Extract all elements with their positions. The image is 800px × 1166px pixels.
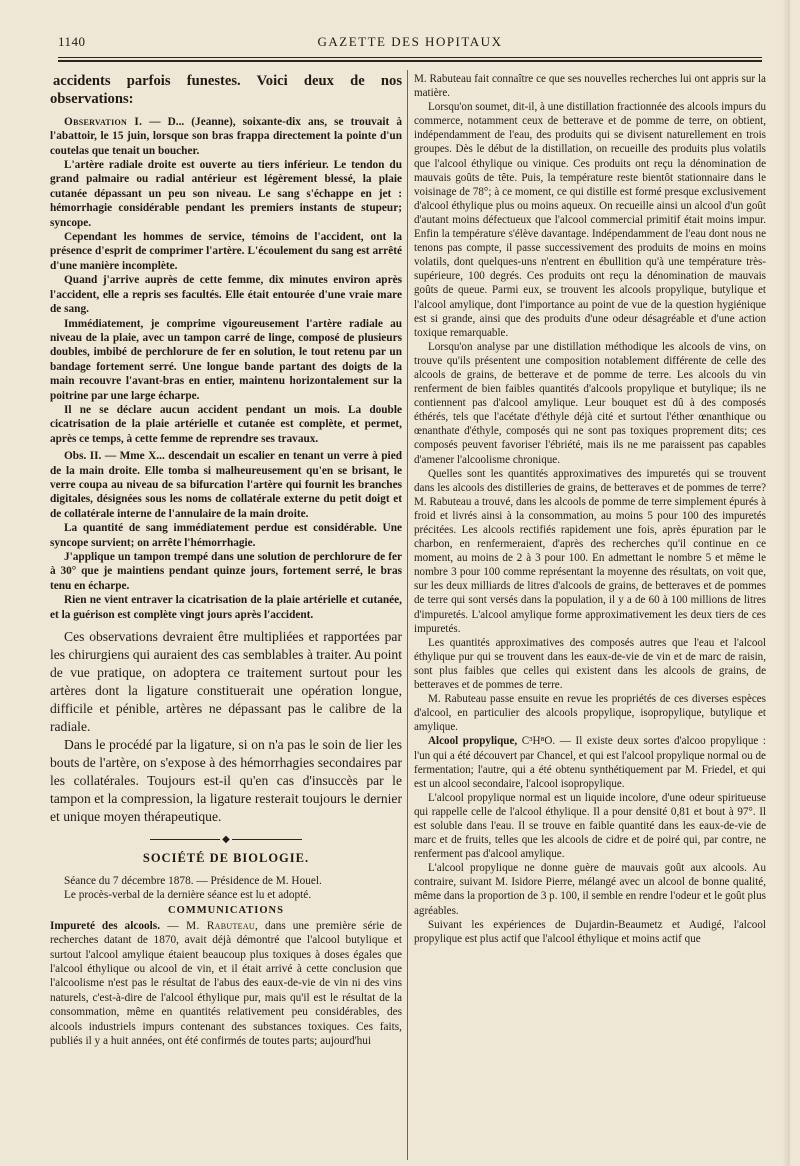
experiences-text: Suivant les expériences de Dujardin-Beaumetz et Audigé, l'alcool propylique est plus actif que l'alcool éthylique et moins actif que (414, 918, 766, 945)
alcool-propylique-text: — Il existe deux sortes d'alcoo propylique : l'un qui a été découvert par Chancel, et qui est l'alcool propylique normal ou de fermentation; l'autre, qui a été obtenu synthétiquement par M. Friedel, et qui est un alcool secondaire, l'alcool isopropylique. (414, 735, 766, 790)
diamond-ornament-icon: ◆ (222, 834, 230, 846)
seance-line (50, 874, 402, 888)
right-paragraph (414, 636, 766, 692)
observation-1-paragraph (50, 317, 402, 403)
page-header (58, 34, 762, 54)
header-rule (58, 57, 762, 58)
observation-1-intro (50, 115, 402, 158)
observation-1-paragraph (50, 230, 402, 273)
observation-2-p3: J'applique un tampon trempé dans une solution de perchlorure de fer à 30° que je maintiens pendant quinze jours, fortement serré, le bras tenu en écharpe. (50, 551, 402, 592)
observation-2-paragraph (50, 449, 402, 521)
running-title: GAZETTE DES HOPITAUX (317, 34, 503, 49)
observation-1-p2: L'artère radiale droite est ouverte au tiers inférieur. Le tendon du grand palmaire ou radial antérieur est légèrement blessé, la plaie cutanée dépassant un peu son niveau. Le sang s'échappe en jet : hémorrhagie considérable pendant les premiers instants de stupeur; syncope. (50, 159, 402, 229)
proces-verbal-line (50, 888, 402, 902)
right-paragraph (414, 692, 766, 734)
impurete-paragraph (50, 919, 402, 1049)
right-paragraph: M. Rabuteau fait connaître ce que ses nouvelles recherches lui ont appris sur la matière. (414, 73, 766, 100)
observation-1-paragraph (50, 403, 402, 446)
section-ornament (50, 834, 402, 845)
left-column (50, 72, 402, 1158)
observation-1-text: — D... (Jeanne), soixante-dix ans, se trouvait à l'abattoir, le 15 juin, lorsque son bras frappa directement la pointe d'un coutelas que tenait un boucher. (50, 115, 402, 157)
conclusion-p2: Dans le procédé par la ligature, si on n'a pas le soin de lier les bouts de l'artère, on s'expose à des hémorrhagies secondaires par les collatérales. Toujours est-il qu'en cas d'insuccès par le tampon et la compression, la ligature resterait toujours le dernier et unique moyen thérapeutique. (50, 737, 402, 825)
observation-2-paragraph (50, 521, 402, 550)
alcool-propylique-label: Alcool propylique, (428, 735, 518, 748)
observation-1-paragraph (50, 158, 402, 230)
conclusion-paragraph (50, 736, 402, 826)
observation-1-p6: Il ne se déclare aucun accident pendant un mois. La double cicatrisation de la plaie artérielle et cutanée est complète, et permet, après ce temps, à cette femme de reprendre ses travaux. (50, 403, 402, 445)
seance-text: Séance du 7 décembre 1878. — Présidence de M. Houel. (64, 875, 322, 888)
header-rule-thick (58, 60, 762, 62)
right-paragraph (414, 340, 766, 467)
observation-2-paragraph (50, 593, 402, 622)
communications-heading: COMMUNICATIONS (168, 904, 284, 916)
observation-1-label: Observation I. (64, 115, 143, 128)
observation-2-p2: La quantité de sang immédiatement perdue est considérable. Une syncope survient; on arrête l'hémorrhagie. (50, 522, 402, 549)
right-paragraph (414, 791, 766, 861)
right-paragraph (414, 734, 766, 790)
alcool-propylique-formula: C³H⁸O. (517, 735, 556, 748)
observation-1-p3: Cependant les hommes de service, témoins de l'accident, ont la présence d'esprit de comprimer l'artère. L'écoulement du sang est arrêté d'une manière incomplète. (50, 231, 402, 272)
proces-verbal-text: Le procès-verbal de la dernière séance est lu et adopté. (64, 889, 312, 902)
conclusion-p1: Ces observations devraient être multipliées et rapportées par les chirurgiens qui auraient des cas semblables à traiter. Au point de vue pratique, on adoptera ce traitement surtout pour les artères dont la ligature constituerait une opération longue, difficile et pénible, artères ne dépassant pas le calibre de la radiale. (50, 629, 402, 735)
distillation-text: Lorsqu'on soumet, dit-il, à une distillation fractionnée des alcools impurs du commerce, notamment ceux de betterave et de pomme de terre, on obtient, indépendamment de l'eau, des produits qui se divisent naturellement en trois groupes. Dès le début de la distillation, on recueille des produits plus volatils que l'alcool éthylique ou vinique. Ces produits ont reçu la dénomination de mauvais goûts de tête. Puis, la température reste bientôt stationnaire dans le voisinage de 78°; à ce moment, ce qui distille est formé presque exclusivement d'alcool éthylique plus ou moins aqueux. On recueille ainsi un alcool d'un goût d'autant moins défectueux que l'alcool commercial primitif était moins impur. Enfin la température s'élève davantage. Indépendamment de l'eau dont nous ne tenons pas compte, il passe successivement des produits de moins en moins volatils, dont quelques-uns n'entrent en ébullition qu'à une température très-supérieure, 100 degrés. Ces produits ont reçu la dénomination de mauvais goûts de queue. Parmi eux, se trouvent les alcools propylique, butylique et l'alcool amylique, dont l'importance au point de vue de la question hygiénique est si grande, ainsi que des produits d'une odeur désagréable et d'une action toxique remarquable. (414, 101, 766, 339)
observation-1-paragraph (50, 273, 402, 316)
right-paragraph (414, 861, 766, 917)
mauvais-gout-text: L'alcool propylique ne donne guère de mauvais goût aux alcools. Au contraire, suivant M. Isidore Pierre, mélangé avec un alcool de bonne qualité, même dans la proportion de 3 p. 100, il semble en rendre l'odeur et le goût plus agréables. (414, 862, 766, 917)
section-title: SOCIÉTÉ DE BIOLOGIE. (142, 851, 310, 866)
right-paragraph (414, 918, 766, 946)
lead-sentence: accidents parfois funestes. Voici deux de nos observations: (50, 73, 402, 108)
observation-2-p1: Obs. II. — Mme X... descendait un escalier en tenant un verre à pied de la main droite. Elle tomba si malheureusement qu'en se brisant, le verre coupa au niveau de sa bifurcation l'artère qui fournit les branches digitales, désignées sous les noms de collatérale externe du petit doigt et de collatérale interne de l'annulaire de la main droite. (50, 450, 402, 520)
right-paragraph (414, 467, 766, 636)
observation-1-p4: Quand j'arrive auprès de cette femme, dix minutes environ après l'accident, elle a repris ses facultés. Elle était entourée d'une vraie mare de sang. (50, 274, 402, 316)
observation-1-p5: Immédiatement, je comprime vigoureusement l'artère radiale au niveau de la plaie, avec un tampon carré de linge, composé de plusieurs doubles, imbibé de perchlorure de fer en solution, le tout retenu par un bandage fortement serré. Une longue bande partant des doigts de la main recouvre l'avant-bras en entier, maintenu horizontalement sur la poitrine par une large écharpe. (50, 317, 402, 402)
observation-2-paragraph (50, 550, 402, 593)
column-divider (407, 70, 408, 1160)
right-column (414, 72, 766, 1158)
quantites-text: Quelles sont les quantités approximatives des impuretés qui se trouvent dans les alcools des distilleries de grains, de betteraves et de pommes de terre? M. Rabuteau a trouvé, dans les alcools de pomme de terre simplement épurés à froid et livrés ainsi à la consommation, au moins 5 pour 100 des impuretés précitées. Les alcools rectifiés rapidement une fois, après épuration par le charbon, en renfermeraient, d'après des recherches qu'il continue en ce moment, au moins de 2 à 3 pour 100. En admettant le nombre 5 et même le nombre 3 pour 100 comme représentant la moyenne des résultats, on voit que, sur les deux milliards de litres d'alcools de grains, de betteraves et de pommes de terre qui sont versés dans la population, il y a de 60 à 100 millions de litres d'impuretés. L'alcool amylique forme approximativement les deux tiers de ces impuretés. (414, 467, 766, 635)
page-number: 1140 (58, 34, 86, 49)
impurete-text: dans une première série de recherches datant de 1870, avait déjà démontré que l'alcool butylique et surtout l'alcool amylique étaient beaucoup plus toxiques à doses égales que l'alcool éthylique ou alcool de vin, et il était arrivé à cette conclusion que l'alcoolisme n'est pas le résultat de l'abus des eaux-de-vie de vin ni des vins naturels, c'est-à-dire de l'alcool éthylique pur, mais qu'il est le résultat de la consommation, même en quantités relativement peu considérables, des alcools industriels impurs contenant des substances toxiques. Ces faits, publiés il y a huit années, ont été confirmés de toutes parts; aujourd'hui (50, 919, 402, 1048)
propylique-normal-text: L'alcool propylique normal est un liquide incolore, d'une odeur spiritueuse qui rappelle celle de l'alcool éthylique. Il a pour densité 0,81 et bout à 97°. Il est soluble dans l'eau. Il se trouve en faible quantité dans les eaux-de-vie de marc et de fruits, telles que les alcools de cidre et de poiré qui, par contre, ne renferment pas d'alcool amylique. (414, 791, 766, 861)
impurete-label: Impureté des alcools. (50, 919, 161, 932)
conclusion-paragraph (50, 628, 402, 736)
observation-2-p4: Rien ne vient entraver la cicatrisation de la plaie artérielle et cutanée, et la guérison est complète vingt jours après l'accident. (50, 594, 402, 621)
proprietes-text: M. Rabuteau passe ensuite en revue les propriétés de ces diverses espèces d'alcool, en particulier des alcools propylique, isopropylique, butylique et amylique. (414, 693, 766, 734)
right-paragraph (414, 100, 766, 340)
page-edge-shadow (782, 0, 790, 1166)
impurete-author: — M. Rabuteau, (160, 919, 259, 932)
alcools-vin-text: Lorsqu'on analyse par une distillation méthodique les alcools de vins, on trouve qu'ils présentent une composition notablement différente de celle des alcools de grains, de betterave et de pomme de terre. Les alcools du vin renferment de bien faibles quantités d'alcools propylique et butylique; ils ne contiennent pas d'alcool amylique. Leur bouquet est dû à des composés éthérés, tels que l'acétate d'éthyle déjà cité et surtout l'éther œnanthique ou œnanthate d'éthyle, composés qui ne sont pas toxiques proprement dits; ces composés peuvent favoriser l'ébriété, mais ils ne me paraissent pas capables d'amener l'alcoolisme chronique. (414, 340, 766, 466)
eaux-de-vie-text: Les quantités approximatives des composés autres que l'eau et l'alcool éthylique pur qui se trouvent dans les eaux-de-vie de vin et de marc de raisin, sont plus faibles que celles qui existent dans les alcools de grains, de betteraves et de pommes de terre. (414, 636, 766, 692)
